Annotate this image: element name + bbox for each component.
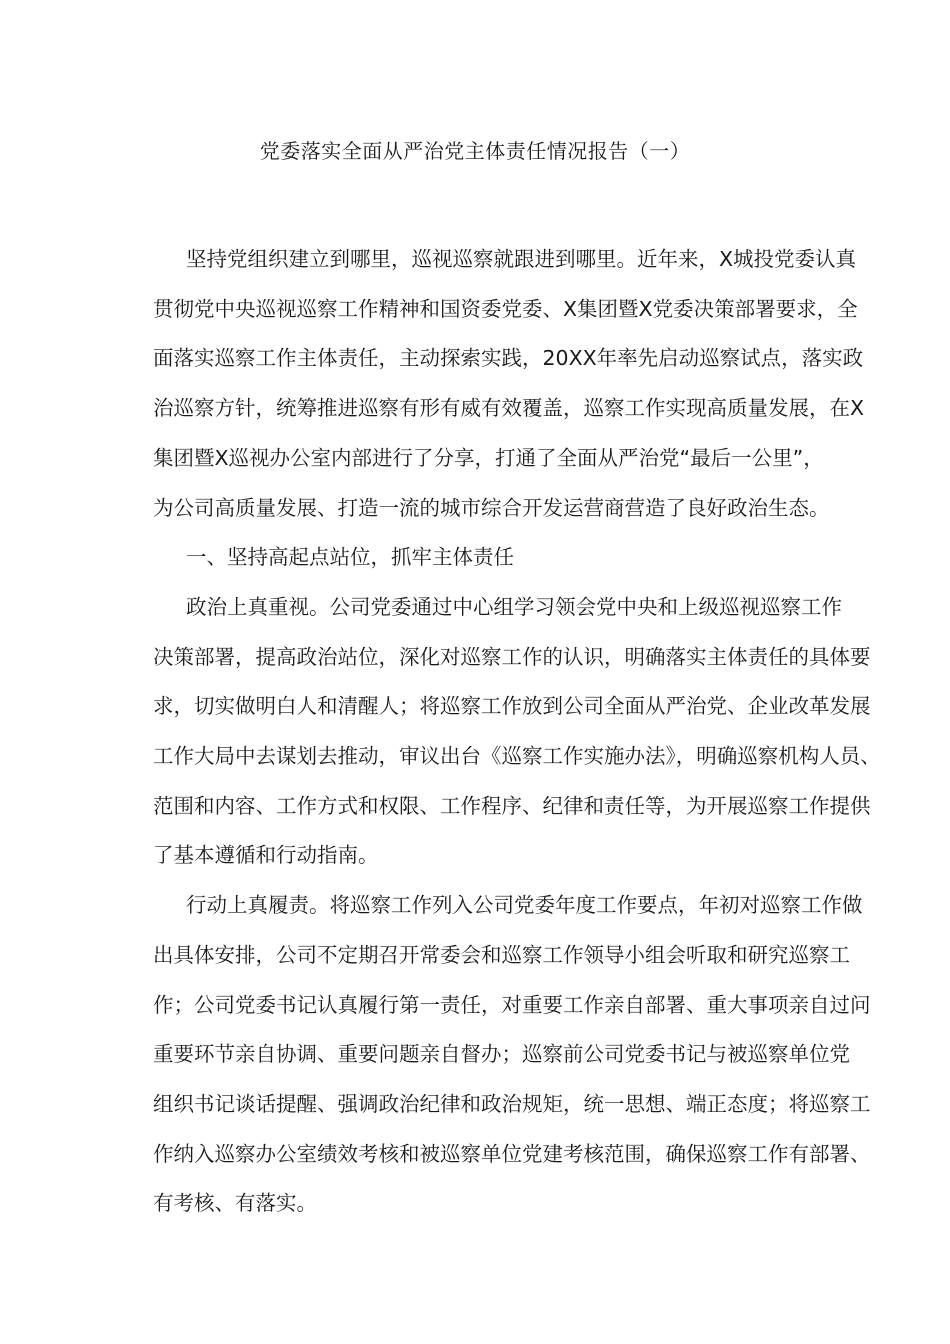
text-line: 集团暨X巡视办公室内部进行了分享，打通了全面从严治党“最后一公里”， bbox=[153, 445, 824, 470]
section-heading bbox=[153, 533, 803, 583]
text-line: 为公司高质量发展、打造一流的城市综合开发运营商营造了良好政治生态。 bbox=[153, 495, 830, 520]
text-line: 出具体安排，公司不定期召开常委会和巡察工作领导小组会听取和研究巡察工 bbox=[153, 942, 850, 967]
document-body bbox=[153, 235, 881, 1229]
text-line: 贯彻党中央巡视巡察工作精神和国资委党委、X集团暨X党委决策部署要求，全 bbox=[153, 296, 858, 321]
text-line: 政治上真重视。公司党委通过中心组学习领会党中央和上级巡视巡察工作 bbox=[186, 594, 842, 619]
text-line: 了基本遵循和行动指南。 bbox=[153, 843, 379, 868]
text-line: 组织书记谈话提醒、强调政治纪律和政治规矩，统一思想、端正态度；将巡察工 bbox=[153, 1091, 871, 1116]
text-line: 范围和内容、工作方式和权限、工作程序、纪律和责任等，为开展巡察工作提供 bbox=[153, 793, 871, 818]
text-line: 作纳入巡察办公室绩效考核和被巡察单位党建考核范围，确保巡察工作有部署、 bbox=[153, 1141, 871, 1166]
paragraph-intro bbox=[153, 235, 865, 533]
text-line: 决策部署，提高政治站位，深化对巡察工作的认识，明确落实主体责任的具体要 bbox=[153, 644, 871, 669]
paragraph-action bbox=[153, 881, 871, 1229]
text-line: 作；公司党委书记认真履行第一责任，对重要工作亲自部署、重大事项亲自过问 bbox=[153, 992, 871, 1017]
text-line: 工作大局中去谋划去推动，审议出台《巡察工作实施办法》，明确巡察机构人员、 bbox=[153, 744, 881, 769]
text-line: 有考核、有落实。 bbox=[153, 1191, 317, 1216]
section-heading-text: 一、坚持高起点站位，抓牢主体责任 bbox=[186, 545, 514, 570]
text-line: 求，切实做明白人和清醒人；将巡察工作放到公司全面从严治党、企业改革发展 bbox=[153, 694, 871, 719]
text-line: 面落实巡察工作主体责任，主动探索实践，20XX年率先启动巡察试点，落实政 bbox=[153, 346, 864, 371]
document-title: 党委落实全面从严治党主体责任情况报告（一） bbox=[259, 139, 691, 163]
paragraph-political bbox=[153, 583, 881, 881]
text-line: 行动上真履责。将巡察工作列入公司党委年度工作要点，年初对巡察工作做 bbox=[186, 893, 863, 918]
text-line: 重要环节亲自协调、重要问题亲自督办；巡察前公司党委书记与被巡察单位党 bbox=[153, 1042, 850, 1067]
text-line: 坚持党组织建立到哪里，巡视巡察就跟进到哪里。近年来，X城投党委认真 bbox=[186, 247, 857, 271]
text-line: 治巡察方针，统筹推进巡察有形有威有效覆盖，巡察工作实现高质量发展，在X bbox=[153, 396, 865, 421]
